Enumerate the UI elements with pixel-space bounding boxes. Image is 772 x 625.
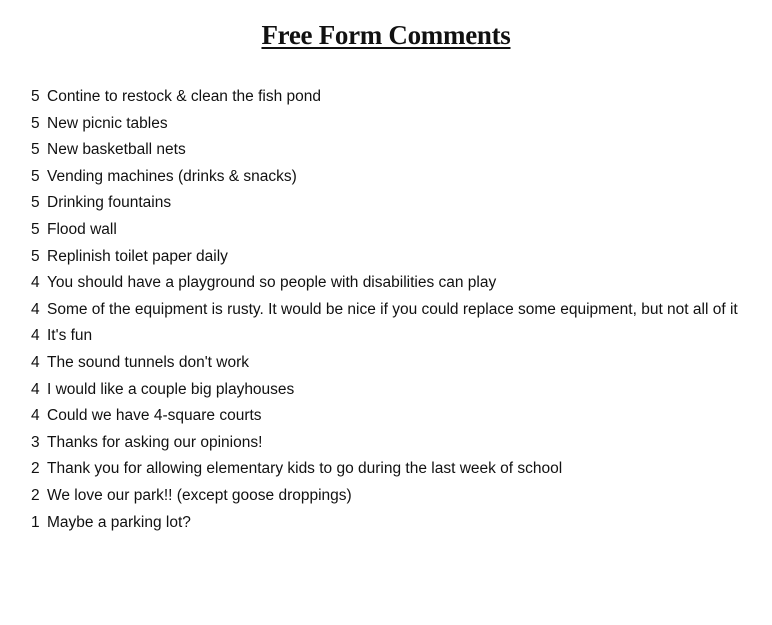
comment-item bbox=[31, 84, 751, 111]
comment-item bbox=[31, 164, 751, 191]
comment-rating: 5 bbox=[31, 220, 40, 238]
comment-rating: 5 bbox=[31, 141, 40, 159]
comment-rating: 1 bbox=[31, 513, 40, 531]
comment-item bbox=[31, 377, 751, 404]
comment-item bbox=[31, 350, 751, 377]
comment-text: New picnic tables bbox=[47, 114, 168, 132]
comment-item bbox=[31, 111, 751, 138]
comment-item bbox=[31, 244, 751, 271]
comment-text: We love our park!! (except goose droppings) bbox=[47, 486, 352, 504]
comment-item bbox=[31, 217, 751, 244]
comment-rating: 4 bbox=[31, 353, 40, 371]
comment-rating: 4 bbox=[31, 274, 40, 292]
document-title: Free Form Comments bbox=[261, 20, 511, 50]
comment-rating: 4 bbox=[31, 407, 40, 425]
comment-item bbox=[31, 510, 751, 537]
comment-rating: 3 bbox=[31, 433, 40, 451]
comment-text: Vending machines (drinks & snacks) bbox=[47, 167, 297, 185]
comment-rating: 2 bbox=[31, 460, 40, 478]
comment-item bbox=[31, 403, 751, 430]
comment-item bbox=[31, 297, 751, 324]
comment-text: Could we have 4-square courts bbox=[47, 407, 262, 425]
comment-text: Replinish toilet paper daily bbox=[47, 247, 228, 265]
comment-text: I would like a couple big playhouses bbox=[47, 380, 295, 398]
comment-text: Flood wall bbox=[47, 220, 117, 238]
comment-item bbox=[31, 137, 751, 164]
comment-rating: 5 bbox=[31, 167, 40, 185]
comments-list bbox=[31, 84, 751, 536]
comment-item bbox=[31, 190, 751, 217]
comment-rating: 2 bbox=[31, 486, 40, 504]
comment-item bbox=[31, 456, 751, 483]
comment-rating: 4 bbox=[31, 327, 40, 345]
comment-item bbox=[31, 483, 751, 510]
comment-text: Thank you for allowing elementary kids to go during the last week of school bbox=[47, 460, 563, 478]
comment-rating: 4 bbox=[31, 380, 40, 398]
comment-text: Contine to restock & clean the fish pond bbox=[47, 88, 321, 105]
comment-item bbox=[31, 323, 751, 350]
comment-text: It's fun bbox=[47, 327, 93, 345]
comment-text: New basketball nets bbox=[47, 141, 186, 159]
comment-text: Maybe a parking lot? bbox=[47, 513, 191, 531]
comment-item bbox=[31, 430, 751, 457]
comment-rating: 5 bbox=[31, 194, 40, 212]
comment-text: Drinking fountains bbox=[47, 194, 172, 212]
comment-text: You should have a playground so people with disabilities can play bbox=[47, 274, 497, 292]
comment-text: Thanks for asking our opinions! bbox=[47, 433, 263, 451]
comment-rating: 4 bbox=[31, 300, 40, 318]
comment-text: Some of the equipment is rusty. It would be nice if you could replace some equipment, but not all of it bbox=[47, 300, 738, 318]
comment-text: The sound tunnels don't work bbox=[47, 353, 249, 371]
comment-item bbox=[31, 270, 751, 297]
comment-rating: 5 bbox=[31, 88, 40, 105]
comment-rating: 5 bbox=[31, 247, 40, 265]
comment-rating: 5 bbox=[31, 114, 40, 132]
